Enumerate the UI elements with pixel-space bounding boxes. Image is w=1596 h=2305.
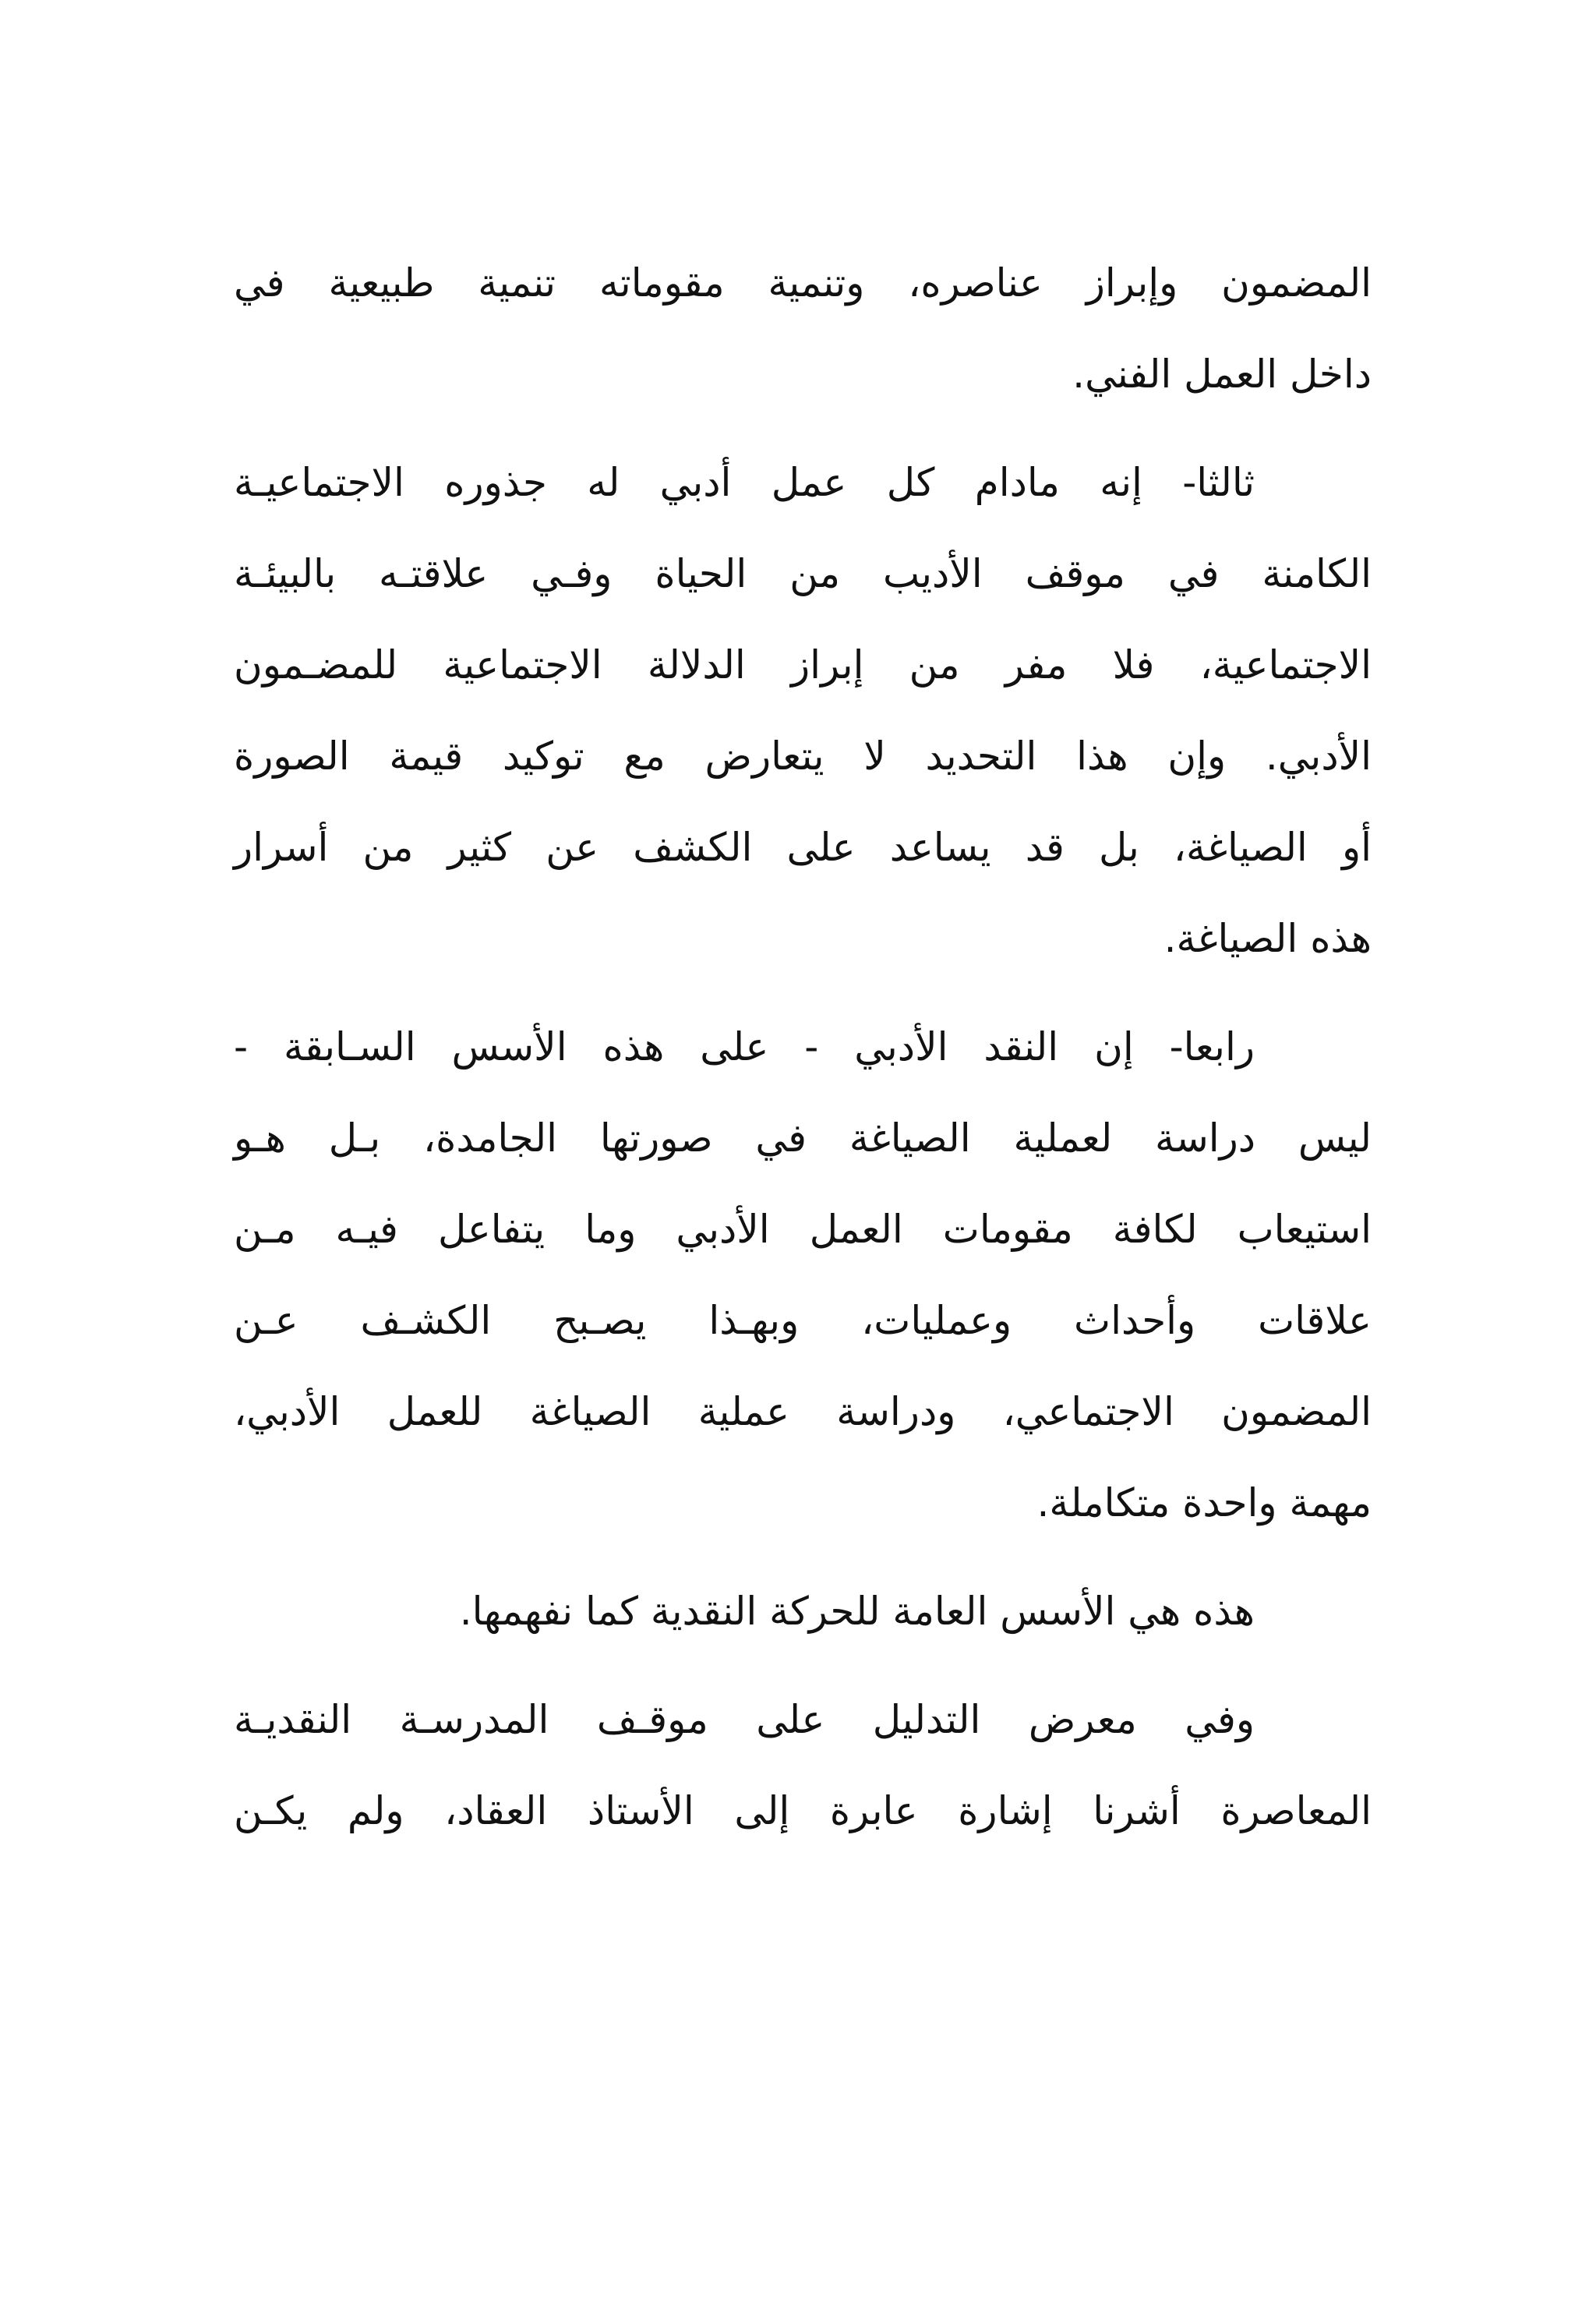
body-text xyxy=(234,238,1372,1857)
text-line: أو الصياغة، بل قد يساعد على الكشف عن كثير من أسرار xyxy=(234,825,1372,870)
text-line: استيعاب لكافة مقومات العمل الأدبي وما يتفاعل فيـه مـن xyxy=(234,1207,1372,1252)
text-line: هذه هي الأسس العامة للحركة النقدية كما نفهمها. xyxy=(459,1589,1255,1634)
text-line: وفي معرض التدليل على موقـف المدرسـة النقديـة xyxy=(234,1697,1255,1742)
text-line: الكامنة في موقف الأديب من الحياة وفـي علاقتـه بالبيئـة xyxy=(234,551,1372,596)
text-line: المضمون وإبراز عناصره، وتنمية مقوماته تنمية طبيعية في xyxy=(234,260,1372,306)
text-line: ثالثا- إنه مادام كل عمل أدبي له جذوره الاجتماعيـة xyxy=(234,460,1255,505)
text-line: مهمة واحدة متكاملة. xyxy=(1036,1480,1372,1525)
text-line: الاجتماعية، فلا مفر من إبراز الدلالة الاجتماعية للمضـمون xyxy=(234,642,1372,688)
text-line: المعاصرة أشرنا إشارة عابرة إلى الأستاذ العقاد، ولم يكـن xyxy=(234,1788,1372,1833)
text-line: داخل العمل الفني. xyxy=(1072,352,1372,397)
text-line: المضمون الاجتماعي، ودراسة عملية الصياغة للعمل الأدبي، xyxy=(234,1389,1372,1434)
text-line: رابعا- إن النقد الأدبي - على هذه الأسس السـابقة - xyxy=(234,1024,1255,1069)
text-line: هذه الصياغة. xyxy=(1163,916,1372,961)
text-line: ليس دراسة لعملية الصياغة في صورتها الجامدة، بـل هـو xyxy=(234,1115,1372,1161)
text-line: علاقات وأحداث وعمليات، وبهـذا يصـبح الكشـف عـن xyxy=(234,1298,1372,1343)
text-line: الأدبي. وإن هذا التحديد لا يتعارض مع توكيد قيمة الصورة xyxy=(234,734,1372,779)
